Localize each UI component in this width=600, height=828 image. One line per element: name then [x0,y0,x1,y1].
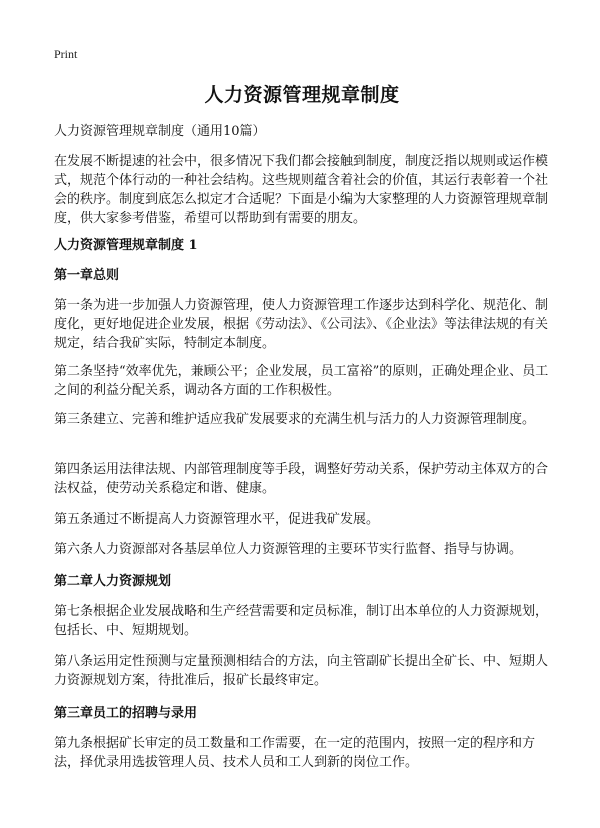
article-8: 第八条运用定性预测与定量预测相结合的方法，向主管副矿长提出全矿长、中、短期人力资源规划方案，待批准后，报矿长最终审定。 [54,654,549,688]
document-subtitle: 人力资源管理规章制度（通用10篇） [54,124,266,139]
chapter-heading-1: 第一章总则 [54,268,120,283]
article-2: 第二条坚持“效率优先，兼顾公平；企业发展，员工富裕”的原则，正确处理企业、员工之间的利益分配关系，调动各方面的工作积极性。 [54,364,549,398]
article-9: 第九条根据矿长审定的员工数量和工作需要，在一定的范围内，按照一定的程序和方法，择优录用选拔管理人员、技术人员和工人到新的岗位工作。 [54,736,536,770]
page-title: 人力资源管理规章制度 [204,84,400,106]
section-heading: 人力资源管理规章制度 1 [54,238,198,253]
article-5: 第五条通过不断提高人力资源管理水平，促进我矿发展。 [54,512,380,527]
article-7: 第七条根据企业发展战略和生产经营需要和定员标准，制订出本单位的人力资源规划，包括长、中、短期规划。 [54,604,549,638]
intro-paragraph: 在发展不断提速的社会中，很多情况下我们都会接触到制度，制度泛指以规则或运作模式，规范个体行动的一种社会结构。这些规则蕴含着社会的价值，其运行表彰着一个社会的秩序。制度到底怎么拟定才合适呢？下面是小编为大家整理的人力资源管理规章制度，供大家参考借鉴，希望可以帮助到有需要的朋友。 [54,154,549,226]
chapter-heading-3: 第三章员工的招聘与录用 [54,706,198,721]
article-4: 第四条运用法律法规、内部管理制度等手段，调整好劳动关系，保护劳动主体双方的合法权益，使劳动关系稳定和谐、健康。 [54,462,549,496]
chapter-heading-2: 第二章人力资源规划 [54,574,172,589]
article-3: 第三条建立、完善和维护适应我矿发展要求的充满生机与活力的人力资源管理制度。 [54,412,536,427]
article-6: 第六条人力资源部对各基层单位人力资源管理的主要环节实行监督、指导与协调。 [54,542,523,557]
article-1: 第一条为进一步加强人力资源管理，使人力资源管理工作逐步达到科学化、规范化、制度化，更好地促进企业发展，根据《劳动法》、《公司法》、《企业法》等法律法规的有关规定，结合我矿实际，特制定本制度。 [54,298,549,351]
print-button[interactable]: Print [54,47,78,61]
